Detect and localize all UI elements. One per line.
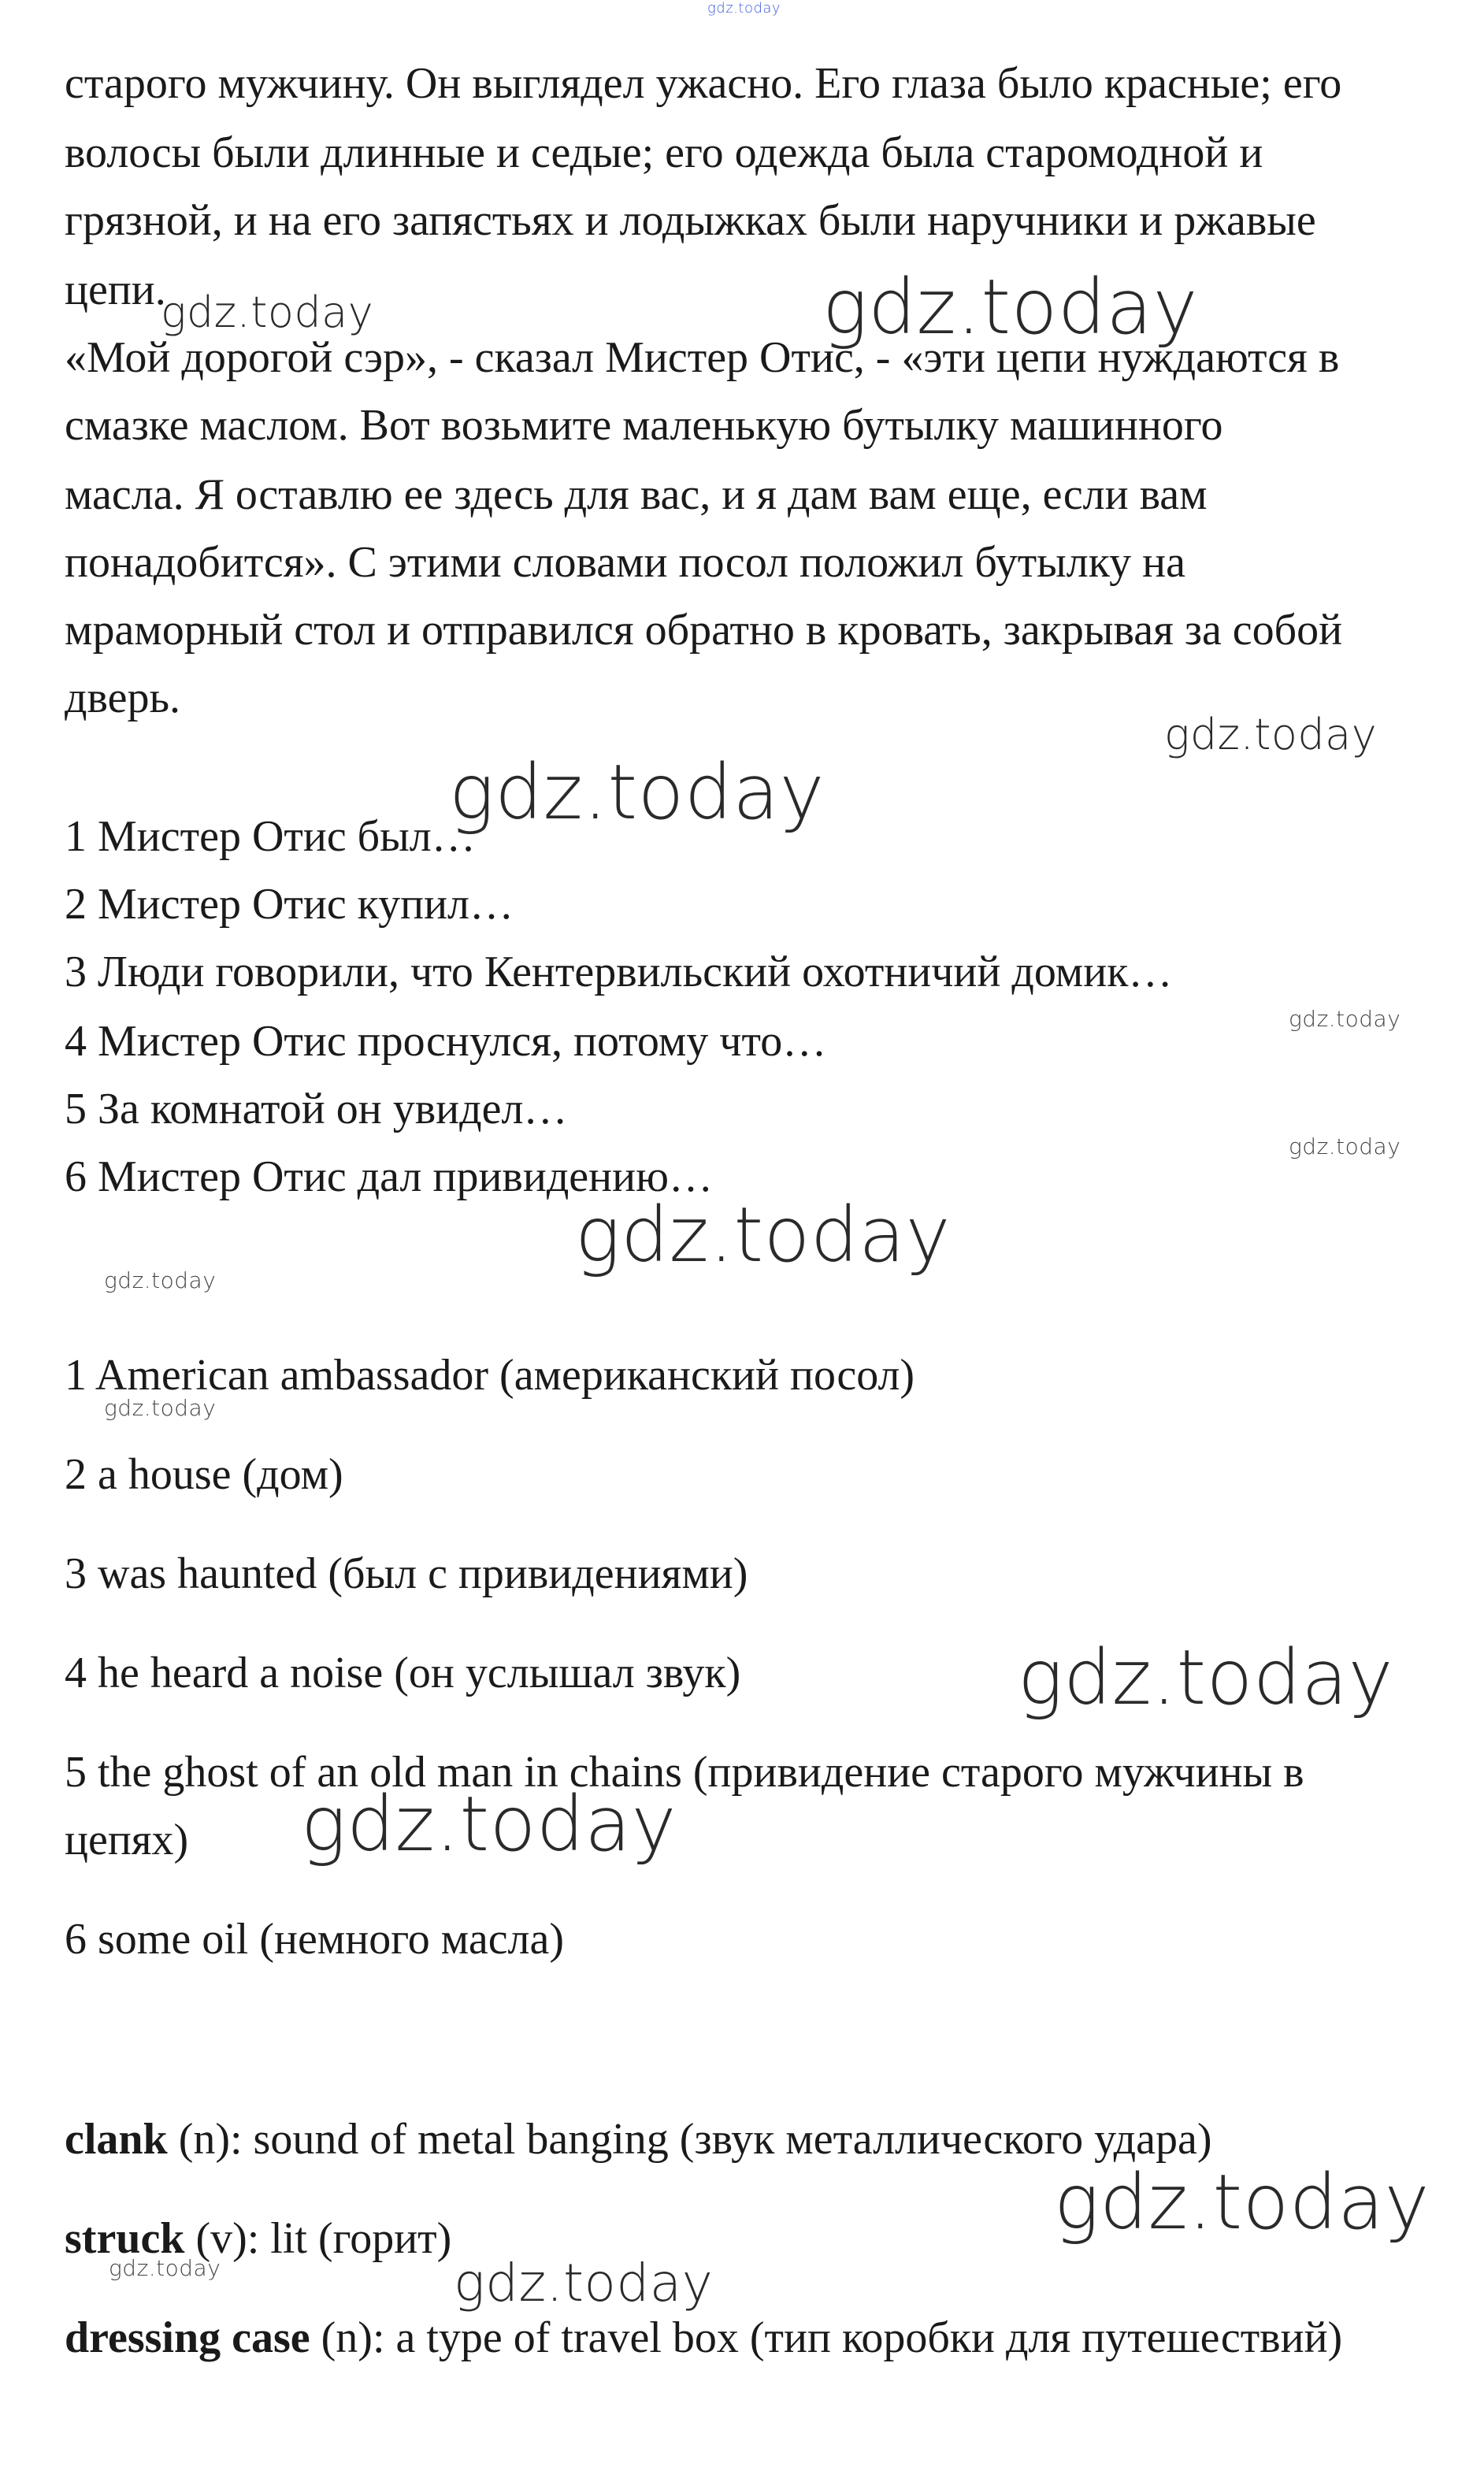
watermark: gdz.today: [454, 2253, 714, 2313]
watermark: gdz.today: [575, 1191, 951, 1279]
glossary-entry: [65, 2313, 1343, 2362]
question-item: 6 Мистер Отис дал привидению…: [65, 1152, 713, 1201]
answer-item: 5 the ghost of an old man in chains (привидение старого мужчины в: [65, 1748, 1304, 1797]
glossary-entry: [65, 2115, 1212, 2164]
story-line: волосы были длинные и седые; его одежда была старомодной и: [65, 128, 1263, 177]
story-line: цепи.: [65, 265, 166, 314]
answer-item: 3 was haunted (был с привидениями): [65, 1549, 748, 1598]
story-line: старого мужчину. Он выглядел ужасно. Его глаза было красные; его: [65, 59, 1342, 108]
watermark: gdz.today: [104, 1267, 217, 1293]
answer-item: 1 American ambassador (американский посол): [65, 1351, 915, 1400]
watermark: gdz.today: [822, 263, 1198, 351]
story-line: масла. Я оставлю ее здесь для вас, и я дам вам еще, если вам: [65, 470, 1208, 519]
glossary-definition: (n): a type of travel box (тип коробки для путешествий): [310, 2313, 1343, 2362]
watermark: gdz.today: [1289, 1133, 1401, 1159]
story-line: смазке маслом. Вот возьмите маленькую бутылку машинного: [65, 401, 1223, 450]
answer-item: 6 some oil (немного масла): [65, 1915, 564, 1964]
question-item: 1 Мистер Отис был…: [65, 812, 476, 861]
story-line: понадобится». С этими словами посол положил бутылку на: [65, 538, 1185, 587]
answer-item: 4 he heard a noise (он услышал звук): [65, 1649, 741, 1697]
glossary-definition: (v): lit (горит): [184, 2214, 452, 2263]
glossary-definition: (n): sound of metal banging (звук металлического удара): [167, 2115, 1212, 2164]
watermark: gdz.today: [301, 1780, 677, 1868]
story-line: дверь.: [65, 673, 180, 722]
question-item: 3 Люди говорили, что Кентервильский охотничий домик…: [65, 948, 1173, 996]
watermark-top: gdz.today: [707, 0, 781, 17]
story-line: «Мой дорогой сэр», - сказал Мистер Отис, - «эти цепи нуждаются в: [65, 333, 1340, 382]
watermark: gdz.today: [1018, 1634, 1393, 1722]
watermark: gdz.today: [1054, 2158, 1430, 2246]
watermark: gdz.today: [1164, 710, 1378, 759]
watermark: gdz.today: [161, 287, 374, 337]
glossary-term: struck: [65, 2214, 185, 2263]
glossary-term: dressing case: [65, 2313, 310, 2362]
answer-item: 2 a house (дом): [65, 1450, 343, 1499]
story-line: грязной, и на его запястьях и лодыжках были наручники и ржавые: [65, 196, 1316, 245]
answer-item: цепях): [65, 1816, 189, 1864]
question-item: 5 За комнатой он увидел…: [65, 1085, 568, 1133]
watermark: gdz.today: [109, 2255, 221, 2281]
watermark: gdz.today: [104, 1395, 217, 1421]
question-item: 4 Мистер Отис проснулся, потому что…: [65, 1017, 827, 1066]
glossary-term: clank: [65, 2115, 168, 2164]
watermark: gdz.today: [1289, 1006, 1401, 1032]
watermark: gdz.today: [449, 748, 825, 837]
story-line: мраморный стол и отправился обратно в кровать, закрывая за собой: [65, 606, 1343, 655]
question-item: 2 Мистер Отис купил…: [65, 880, 514, 929]
glossary-entry: [65, 2216, 451, 2261]
